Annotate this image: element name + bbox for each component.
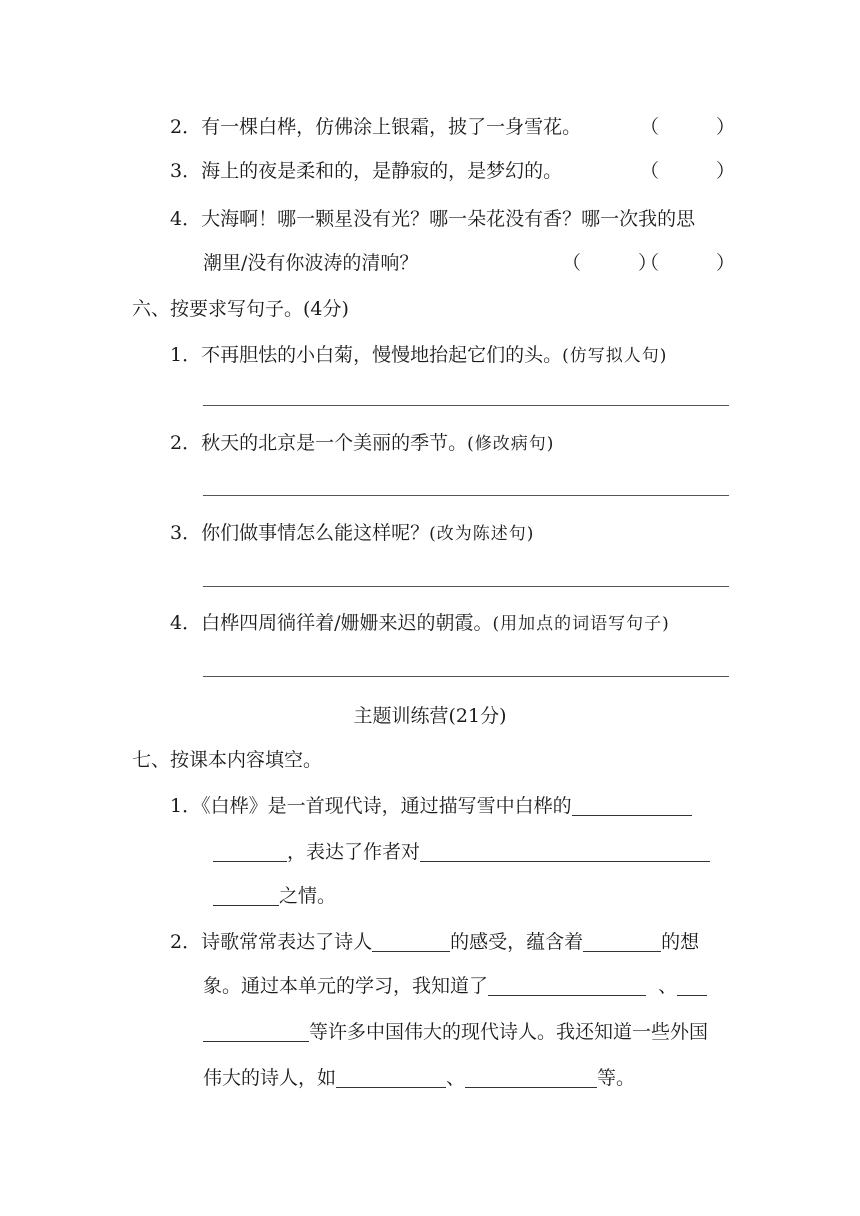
item-text: 不再胆怯的小白菊，慢慢地抬起它们的头。 [201,344,563,366]
answer-parentheses[interactable]: （ ） [640,160,736,182]
item-number: 3． [170,160,202,182]
item-text: 有一棵白桦，仿佛涂上银霜，披了一身雪花。 [201,116,582,138]
item-number: 1． [170,344,202,366]
item-text: ，表达了作者对 [287,841,421,863]
section7-heading: 七、按课本内容填空。 [132,749,323,771]
item-text: 象。通过本单元的学习，我知道了 [203,975,489,997]
item-text: 海上的夜是柔和的，是静寂的，是梦幻的。 [201,160,563,182]
item-number: 3． [170,522,202,544]
item-number: 4． [170,612,202,634]
theme-section-title: 主题训练营(21分) [353,705,507,727]
answer-line[interactable] [203,586,729,587]
s5-item-2 [170,113,581,141]
s5-item-4-cont: 潮里/没有你波涛的清响？ [203,252,419,274]
s5-item-3 [170,157,562,185]
item-text: 等许多中国伟大的现代诗人。我还知道一些外国 [309,1021,709,1043]
answer-line[interactable] [203,405,729,406]
item-text: 《白桦》是一首现代诗，通过描写雪中白桦的 [201,795,572,817]
s7-q1-line1 [170,792,692,820]
fill-blank[interactable] [488,975,646,996]
answer-line[interactable] [203,676,729,677]
item-text: 等。 [597,1067,636,1089]
item-number: 4． [170,208,202,230]
s6-item-2 [170,429,554,458]
s6-item-3 [170,519,534,548]
section6-heading: 六、按要求写句子。(4分) [132,298,349,320]
item-text: 你们做事情怎么能这样呢？ [201,522,430,544]
item-text: 伟大的诗人，如 [203,1067,337,1089]
fill-blank[interactable] [420,841,710,862]
fill-blank[interactable] [465,1067,597,1088]
item-number: 1． [170,795,202,817]
answer-line[interactable] [203,495,729,496]
s7-q2-line4 [203,1064,635,1092]
item-text: 诗歌常常表达了诗人 [201,931,373,953]
answer-parentheses[interactable]: （ ） [640,116,736,138]
fill-blank[interactable] [583,931,661,952]
fill-blank[interactable] [572,795,692,816]
s7-q2-line1 [170,928,699,956]
fill-blank[interactable] [213,885,279,906]
s7-q2-line3 [203,1018,708,1046]
item-text: 、 [446,1067,466,1089]
item-number: 2． [170,432,202,454]
answer-parentheses[interactable]: （ ） [562,252,658,274]
s7-q2-line2 [203,972,707,1000]
item-text: 、 [658,975,678,997]
fill-blank[interactable] [677,975,707,996]
item-text: 白桦四周徜徉着/姗姗来迟的朝霞。 [201,612,493,634]
answer-parentheses[interactable]: （ ） [640,252,736,274]
item-instruction: (仿写拟人句) [562,346,668,366]
item-instruction: (用加点的词语写句子) [492,614,670,634]
item-text: 的想 [661,931,700,953]
fill-blank[interactable] [372,931,450,952]
s6-item-1 [170,341,667,370]
s7-q1-line3 [213,882,336,910]
item-instruction: (修改病句) [467,434,555,454]
s6-item-4 [170,609,670,638]
item-text: 秋天的北京是一个美丽的季节。 [201,432,468,454]
item-text: 之情。 [279,885,337,907]
item-text: 的感受，蕴含着 [450,931,584,953]
item-text: 大海啊！哪一颗星没有光？哪一朵花没有香？哪一次我的思 [201,208,696,230]
fill-blank[interactable] [203,1021,309,1042]
item-number: 2． [170,116,202,138]
item-number: 2． [170,931,202,953]
s5-item-4 [170,205,695,233]
fill-blank[interactable] [336,1067,446,1088]
item-instruction: (改为陈述句) [429,524,535,544]
fill-blank[interactable] [213,841,287,862]
s7-q1-line2 [213,838,710,866]
